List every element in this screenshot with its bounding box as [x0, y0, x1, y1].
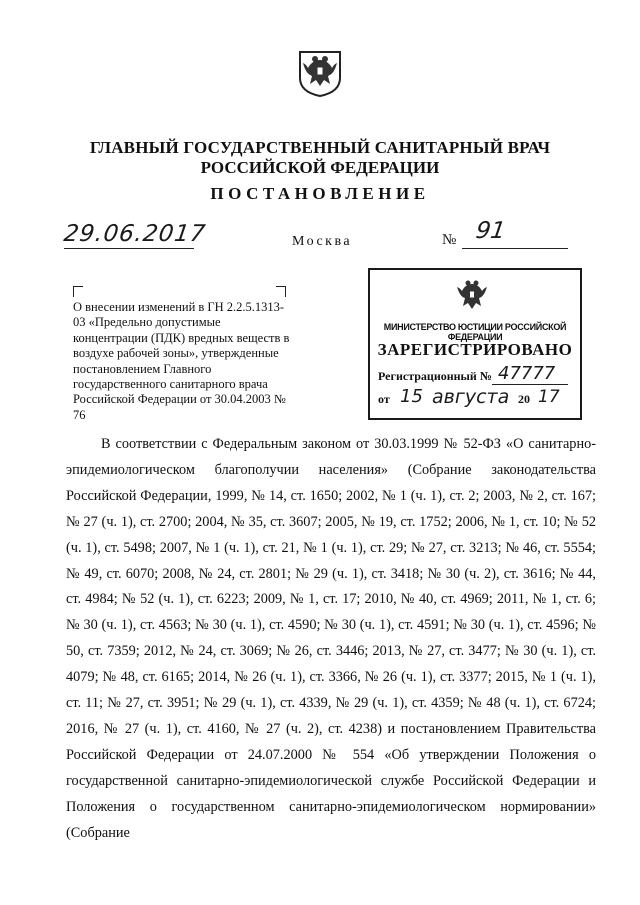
stamp-registered: ЗАРЕГИСТРИРОВАНО: [377, 340, 573, 359]
number-label: №: [442, 232, 457, 248]
coat-of-arms-icon: [296, 48, 344, 98]
stamp-date-prefix: от: [378, 392, 390, 406]
stamp-reg-label: Регистрационный №: [378, 369, 492, 383]
number-underline: [462, 248, 568, 249]
subject-bracket-left: [73, 286, 83, 297]
date-underline: [64, 248, 194, 249]
document-subject: О внесении изменений в ГН 2.2.5.1313-03 «Предельно допустимые концентрации (ПДК) вредных веществ в воздухе рабочей зоны», утвержденные постановлением Главного государственного санитарного врача Российской Федерации от 30.04.2003 № 76: [73, 300, 290, 422]
document-date: 29.06.2017: [62, 221, 208, 247]
stamp-reg-number: 47777: [498, 363, 556, 384]
registration-stamp: [368, 268, 582, 420]
stamp-reg-underline: [492, 384, 568, 385]
subject-bracket-right: [276, 286, 286, 297]
stamp-day: 15: [400, 386, 423, 407]
document-type: ПОСТАНОВЛЕНИЕ: [210, 184, 430, 203]
stamp-ministry: МИНИСТЕРСТВО ЮСТИЦИИ РОССИЙСКОЙ ФЕДЕРАЦИИ: [383, 322, 567, 342]
body-paragraph: В соответствии с Федеральным законом от 30.03.1999 № 52-ФЗ «О санитарно-эпидемиологическом благополучии населения» (Собрание законодательства Российской Федерации, 1999, № 14, ст. 1650; 2002, № 1 (ч. 1), ст. 2; 2003, № 2, ст. 167; № 27 (ч. 1), ст. 2700; 2004, № 35, ст. 3607; 2005, № 19, ст. 1752; 2006, № 1, ст. 10; № 52 (ч. 1), ст. 5498; 2007, № 1 (ч. 1), ст. 21, № 1 (ч. 1), ст. 29; № 27, ст. 3213; № 46, ст. 5554; № 49, ст. 6070; 2008, № 24, ст. 2801; № 29 (ч. 1), ст. 3418; № 30 (ч. 2), ст. 3616; № 44, ст. 4984; № 52 (ч. 1), ст. 6223; 2009, № 1, ст. 17; 2010, № 40, ст. 4969; 2011, № 1, ст. 6; № 30 (ч. 1), ст. 4563; № 30 (ч. 1), ст. 4590; № 30 (ч. 1), ст. 4591; № 30 (ч. 1), ст. 4596; № 50, ст. 7359; 2012, № 24, ст. 3069; № 26, ст. 3446; 2013, № 27, ст. 3477; № 30 (ч. 1), ст. 4079; № 48, ст. 6165; 2014, № 26 (ч. 1), ст. 3366, № 26 (ч. 1), ст. 3377; 2015, № 1 (ч. 1), ст. 11; № 27, ст. 3951; № 29 (ч. 1), ст. 4339, № 29 (ч. 1), ст. 4359; № 48 (ч. 1), ст. 6724; 2016, № 27 (ч. 1), ст. 4160, № 27 (ч. 2), ст. 4238) и постановлением Правительства Российской Федерации от 24.07.2000 № 554 «Об утверждении Положения о государственной санитарно-эпидемиологической службе Российской Федерации и Положения о государственном санитарно-эпидемиологическом нормировании» (Собрание: [66, 436, 596, 841]
stamp-year-prefix: 20: [518, 392, 530, 406]
issuer-subtitle: РОССИЙСКОЙ ФЕДЕРАЦИИ: [200, 158, 440, 177]
document-number: 91: [474, 218, 508, 244]
stamp-month: августа: [432, 386, 510, 408]
issuer-title: ГЛАВНЫЙ ГОСУДАРСТВЕННЫЙ САНИТАРНЫЙ ВРАЧ: [89, 138, 551, 157]
stamp-year-suffix: 17: [538, 387, 560, 407]
document-city: Москва: [292, 234, 353, 249]
stamp-eagle-icon: [452, 276, 492, 316]
